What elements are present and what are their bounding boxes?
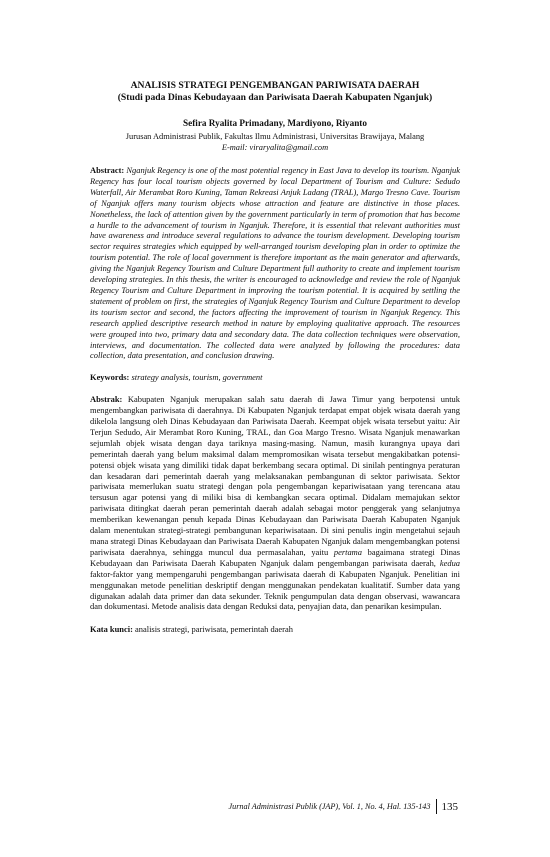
abstract-indonesian-text-c: faktor-faktor yang mempengaruhi pengembangan pariwisata daerah di Kabupaten Nganjuk. Penelitian ini menggunakan metode penelitian deskriptif dengan menggunakan pendekatan kualitatif. Sumber data yang digunakan adalah data primer dan data sekunder. Teknik pengumpulan data dengan observasi, wawancara dan dokumentasi. Metode analisis data dengan Reduksi data, penyajian data, dan penarikan kesimpulan. <box>90 568 460 612</box>
abstract-english <box>90 165 460 361</box>
abstract-indonesian <box>90 394 460 612</box>
keywords-indonesian <box>90 624 460 635</box>
abstract-indonesian-label: Abstrak: <box>90 394 123 405</box>
paper-page <box>0 80 550 857</box>
abstract-indonesian-text-a: Kabupaten Nganjuk merupakan salah satu daerah di Jawa Timur yang berpotensi untuk mengembangkan pariwisata di daerahnya. Di Kabupaten Nganjuk terdapat empat objek wisata daerah yang dikelola langsung oleh Dinas Kebudayaan dan Pariwisata Daerah. Keempat objek wisata tersebut yaitu: Air Terjun Sedudo, Air Merambat Roro Kuning, TRAL, dan Goa Margo Tresno. Wisata Nganjuk menawarkan sejumlah objek wisata dengan daya tariknya masing-masing. Namun, masih kurangnya upaya dari pemerintah daerah yang belum maksimal dalam mempromosikan wisata tersebut mengakibatkan potensi-potensi objek wisata yang dimiliki tidak dapat berkembang secara optimal. Di sinilah pentingnya peraturan dan kesadaran dari pemerintah daerah yang melaksanakan pembangunan di sektor pariwisata. Sektor pariwisata memerlukan suatu strategi dengan pola pengembangan kepariwisataan yang terencana atau tersusun agar potensi yang di miliki bisa di kembangkan secara optimal. Didalam memajukan sektor pariwisata ditingkat daerah peran pemerintah daerah adalah sebagai motor penggerak yang selanjutnya memberikan kewenangan penuh kepada Dinas Kebudayaan dan Pariwisata Daerah Kabupaten Nganjuk dalam menentukan strategi-strategi pembangunan kepariwisataan. Di sini penulis ingin mengetahui sejauh mana strategi Dinas Kebudayaan dan Pariwisata Daerah Kabupaten Nganjuk dalam mengembangkan potensi pariwisata daerahnya, sehingga muncul dua permasalahan, yaitu <box>90 394 460 557</box>
abstract-indonesian-em-1: pertama <box>333 546 362 557</box>
keywords-english-label: Keywords: <box>90 372 130 383</box>
abstract-english-label: Abstract: <box>90 165 125 175</box>
keywords-english <box>90 372 460 383</box>
keywords-indonesian-label: Kata kunci: <box>90 624 133 635</box>
page-number: 135 <box>441 800 458 813</box>
paper-title: ANALISIS STRATEGI PENGEMBANGAN PARIWISATA DAERAH <box>130 80 420 91</box>
author-email: E-mail: viraryalita@gmail.com <box>221 143 329 152</box>
affiliation: Jurusan Administrasi Publik, Fakultas Ilmu Administrasi, Universitas Brawijaya, Malang <box>125 132 425 141</box>
abstract-indonesian-text-b: bagaimana strategi Dinas Kebudayaan dan Pariwisata Daerah Kabupaten Nganjuk dalam pengembangan pariwisata daerah, <box>90 546 461 568</box>
abstract-english-text: Nganjuk Regency is one of the most potential regency in East Java to develop its tourism. Nganjuk Regency has four local tourism objects governed by local Department of Tourism and Culture: Sedudo Waterfall, Air Merambat Roro Kuning, Taman Rekreasi Anjuk Ladang (TRAL), Margo Tresno Cave. Tourism of Nganjuk offers many tourism objects whose attraction and feature are distinctive in those places. Nonetheless, the lack of attention given by the government particularly in term of promotion that has become a hurdle to the advancement of tourism in Nganjuk. Therefore, it is essential that relevant authorities must have awareness and introduce several regulations to advance the tourism development. Developing tourism sector requires strategies which equipped by well-arranged tourism developing plan in order to optimize the tourism potential. The role of local government is therefore important as the main generator and afterwards, giving the Nganjuk Regency Tourism and Culture Department full authority to create and implement tourism developing strategies. In this thesis, the writer is encouraged to acknowledge and review the role of Nganjuk Regency Tourism and Culture Department in improving the tourism potential. It is acquired by settling the statement of problem on first, the strategies of Nganjuk Regency Tourism and Culture Department to develop its tourism sector and second, the factors affecting the improvement of tourism in Nganjuk Regency. This research applied descriptive research method in nature by employing qualitative approach. The resources were grouped into two, primary data and secondary data. The data collection techniques were observation, interviews, and documentation. The collected data were analyzed by following the procedures: data collection, data presentation, and conclusion drawing. <box>90 165 460 361</box>
author-list: Sefira Ryalita Primadany, Mardiyono, Riyanto <box>183 118 367 128</box>
journal-citation: Jurnal Administrasi Publik (JAP), Vol. 1, No. 4, Hal. 135-143 <box>228 802 431 811</box>
keywords-english-value: strategy analysis, tourism, government <box>131 372 263 383</box>
page-footer <box>228 799 458 814</box>
paper-subtitle: (Studi pada Dinas Kebudayaan dan Pariwisata Daerah Kabupaten Nganjuk) <box>117 92 433 103</box>
keywords-indonesian-value: analisis strategi, pariwisata, pemerintah daerah <box>135 624 293 635</box>
abstract-indonesian-em-2: kedua <box>439 557 461 568</box>
footer-divider <box>436 799 437 814</box>
